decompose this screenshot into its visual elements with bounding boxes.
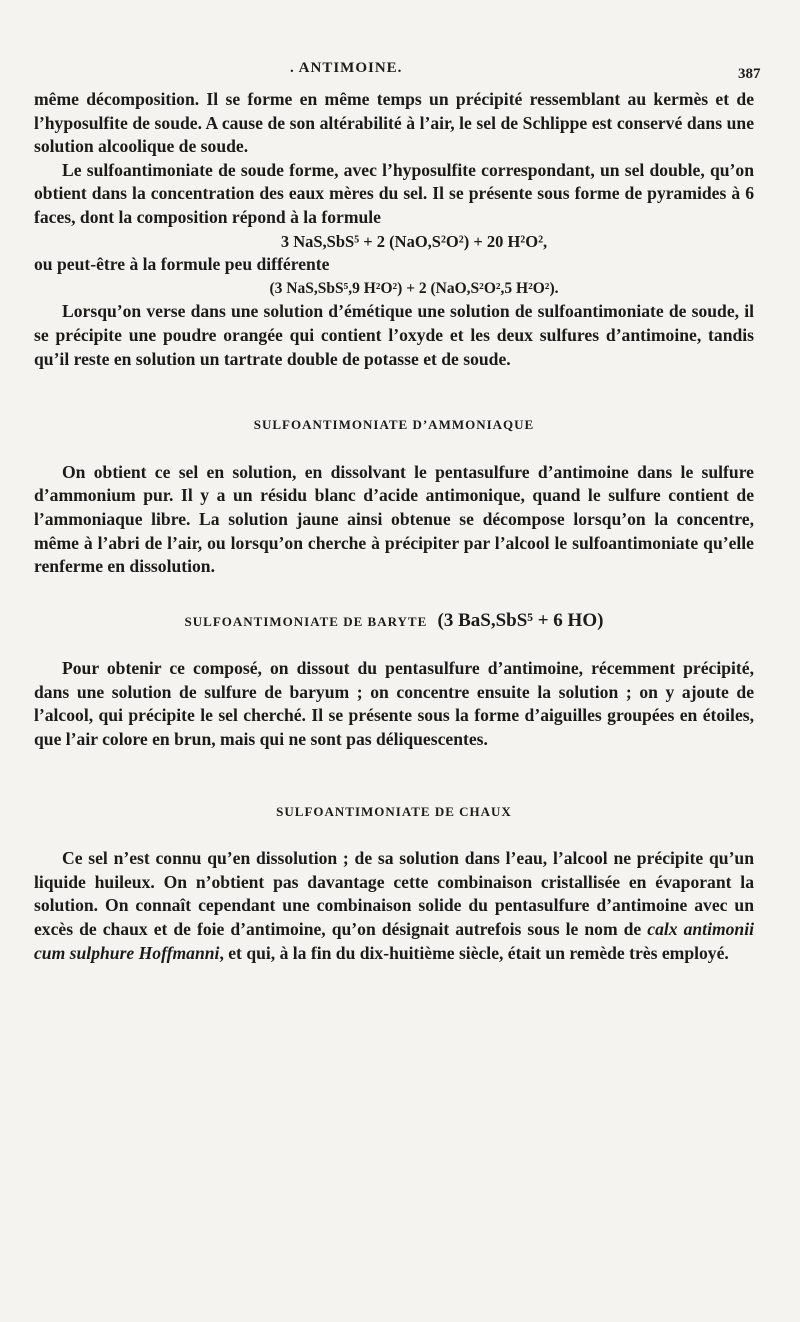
section-heading-baryte-text: SULFOANTIMONIATE DE BARYTE (184, 613, 428, 629)
section-heading-ammoniaque-text: SULFOANTIMONIATE D’AMMONIAQUE (253, 417, 535, 433)
paragraph-sulfoantimoniate-soude: Le sulfoantimoniate de soude forme, avec l’hyposulfite correspondant, un sel double, qu’on obtient dans la concentration des eaux mères du sel. Il se présente sous forme de pyramides à 6 faces, dont la composition répond à la formule (34, 159, 754, 227)
formula-alternative: (3 NaS,SbS⁵,9 H²O²) + 2 (NaO,S²O²,5 H²O²). (269, 279, 559, 297)
page-body (34, 88, 754, 965)
paragraph-emetique: Lorsqu’on verse dans une solution d’émétique une solution de sulfoantimoniate de soude, il se précipite une poudre orangée qui contient l’oxyde et les deux sulfures d’antimoine, tandis qu’il reste en solution un tartrate double de potasse et de soude. (34, 301, 754, 369)
paragraph-continuation: même décomposition. Il se forme en même temps un précipité ressemblant au kermès et de l’hyposulfite de soude. A cause de son altérabilité à l’air, le sel de Schlippe est conservé dans une solution alcoolique de soude. (34, 89, 754, 157)
paragraph-ammoniaque: On obtient ce sel en solution, en dissolvant le pentasulfure d’antimoine dans le sulfure d’ammonium pur. Il y a un résidu blanc d’acide antimonique, quand le sulfure contient de l’ammoniaque libre. La solution jaune ainsi obtenue se décompose lorsqu’on la concentre, même à l’abri de l’air, ou lorsqu’on cherche à précipiter par l’alcool le sulfoantimoniate qu’elle renferme en dissolution. (34, 461, 754, 577)
section-heading-chaux-text: SULFOANTIMONIATE DE CHAUX (276, 803, 512, 819)
paragraph-chaux-latin-name: calx antimonii cum sulphure Hoffmanni (34, 919, 754, 963)
paragraph-chaux-start: Ce sel n’est connu qu’en dissolution ; de sa solution dans l’eau, l’alcool ne précipite qu’un liquide huileux. On n’obtient pas davantage cette combinaison cristallisée en évaporant la solution. On connaît cependant une combinaison solide du pentasulfure d’antimoine avec un excès de chaux et de foie d’antimoine, qu’on désignait autrefois sous le nom de (34, 848, 754, 940)
running-title: . ANTIMOINE. (290, 60, 403, 76)
section-heading-baryte (34, 609, 754, 634)
section-heading-chaux (34, 800, 754, 824)
paragraph-baryte: Pour obtenir ce composé, on dissout du pentasulfure d’antimoine, récemment précipité, dans une solution de sulfure de baryum ; on concentre ensuite la solution ; on y ajoute de l’alcool, qui précipite le sel cherché. Il se présente sous la forme d’aiguilles groupées en étoiles, que l’air colore en brun, mais qui ne sont pas déliquescentes. (34, 658, 754, 750)
section-heading-baryte-formula: (3 BaS,SbS⁵ + 6 HO) (437, 609, 604, 631)
paragraph-chaux-end: , et qui, à la fin du dix-huitième siècle, était un remède très employé. (219, 942, 729, 963)
running-header (0, 60, 800, 84)
paragraph-chaux (34, 847, 754, 965)
page-number: 387 (738, 66, 761, 82)
formula-double-salt: 3 NaS,SbS⁵ + 2 (NaO,S²O²) + 20 H²O², (280, 231, 548, 251)
paragraph-alt-formula: ou peut-être à la formule peu différente (34, 254, 330, 275)
section-heading-ammoniaque (34, 413, 754, 437)
